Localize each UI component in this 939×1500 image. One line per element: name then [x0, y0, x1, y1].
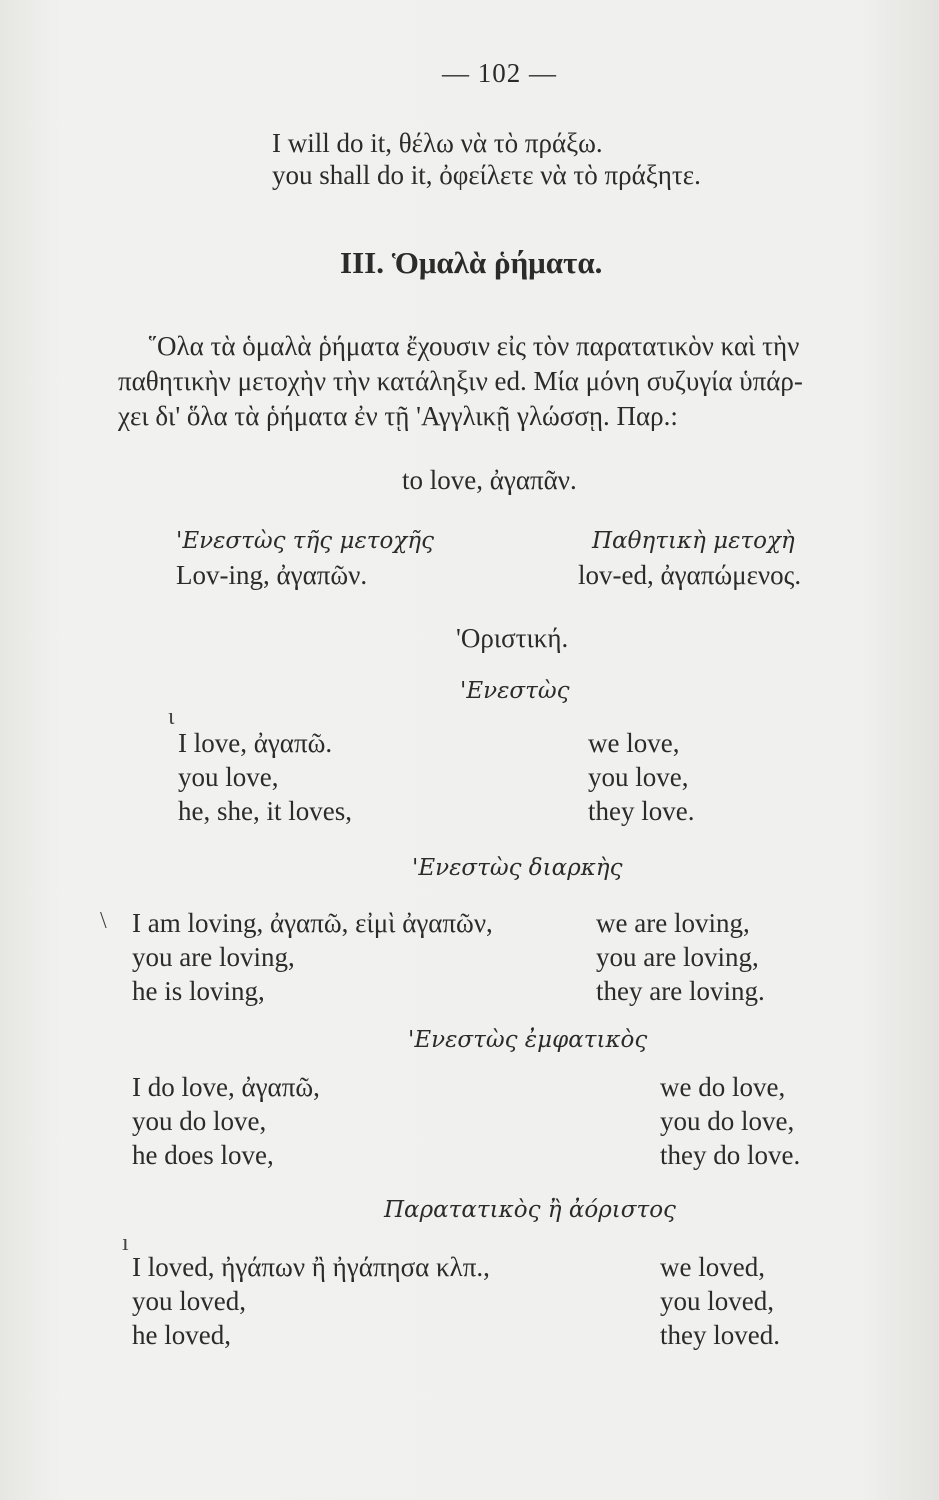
paragraph-line-3: χει δι' ὅλα τὰ ῥήματα ἐν τῇ 'Αγγλικῇ γλώσσῃ. Παρ.: — [118, 401, 678, 431]
tense-header: Παρατατικὸς ἢ ἀόριστος — [384, 1197, 676, 1223]
intro-line-2: you shall do it, ὀφείλετε νὰ τὸ πράξητε. — [272, 160, 701, 190]
conj-right: they love. — [588, 796, 695, 826]
margin-mark: \ — [100, 908, 107, 934]
conj-left: he is loving, — [132, 976, 265, 1006]
conj-left: you love, — [178, 762, 279, 792]
paragraph-line-2: παθητικὴν μετοχὴν τὴν κατάληξιν ed. Μία μόνη συζυγία ὑπάρ- — [118, 366, 803, 396]
margin-mark: ı — [122, 1230, 129, 1256]
mood-heading: 'Οριστική. — [456, 623, 569, 653]
conj-left: you do love, — [132, 1106, 267, 1136]
conj-left: I loved, ἠγάπων ἢ ἠγάπησα κλπ., — [132, 1252, 490, 1282]
passive-participle: lov-ed, ἀγαπώμενος. — [578, 560, 802, 590]
tense-header: 'Ενεστὼς διαρκὴς — [412, 855, 623, 881]
present-participle-header: 'Ενεστὼς τῆς μετοχῆς — [176, 528, 434, 554]
conj-right: they loved. — [660, 1320, 780, 1350]
intro-line-1: I will do it, θέλω νὰ τὸ πράξω. — [272, 128, 603, 158]
margin-mark: ɩ — [168, 704, 175, 730]
conj-right: they do love. — [660, 1140, 801, 1170]
conj-left: he does love, — [132, 1140, 274, 1170]
conj-right: we loved, — [660, 1252, 765, 1282]
conj-left: you are loving, — [132, 942, 295, 972]
conj-left: you loved, — [132, 1286, 246, 1316]
passive-participle-header: Παθητικὴ μετοχὴ — [592, 528, 795, 554]
conj-right: you do love, — [660, 1106, 795, 1136]
conj-right: you are loving, — [596, 942, 759, 972]
conj-right: they are loving. — [596, 976, 765, 1006]
paragraph-line-1: ῞Ολα τὰ ὁμαλὰ ῥήματα ἔχουσιν εἰς τὸν παρατατικὸν καὶ τὴν — [148, 331, 800, 361]
conj-left: I love, ἀγαπῶ. — [178, 728, 333, 758]
section-heading: III. Ὁμαλὰ ῥήματα. — [340, 245, 603, 280]
tense-header: 'Ενεστὼς — [460, 678, 570, 704]
page-number: — 102 — — [442, 58, 557, 88]
present-participle: Lov-ing, ἀγαπῶν. — [176, 560, 368, 590]
conj-right: we are loving, — [596, 908, 750, 938]
conj-left: he, she, it loves, — [178, 796, 352, 826]
conj-right: you loved, — [660, 1286, 774, 1316]
conj-right: you love, — [588, 762, 689, 792]
infinitive: to love, ἀγαπᾶν. — [402, 465, 577, 495]
conj-left: I do love, ἀγαπῶ, — [132, 1072, 320, 1102]
conj-left: he loved, — [132, 1320, 231, 1350]
conj-right: we do love, — [660, 1072, 786, 1102]
conj-right: we love, — [588, 728, 680, 758]
tense-header: 'Ενεστὼς ἐμφατικὸς — [408, 1027, 648, 1053]
conj-left: I am loving, ἀγαπῶ, εἰμὶ ἀγαπῶν, — [132, 908, 493, 938]
